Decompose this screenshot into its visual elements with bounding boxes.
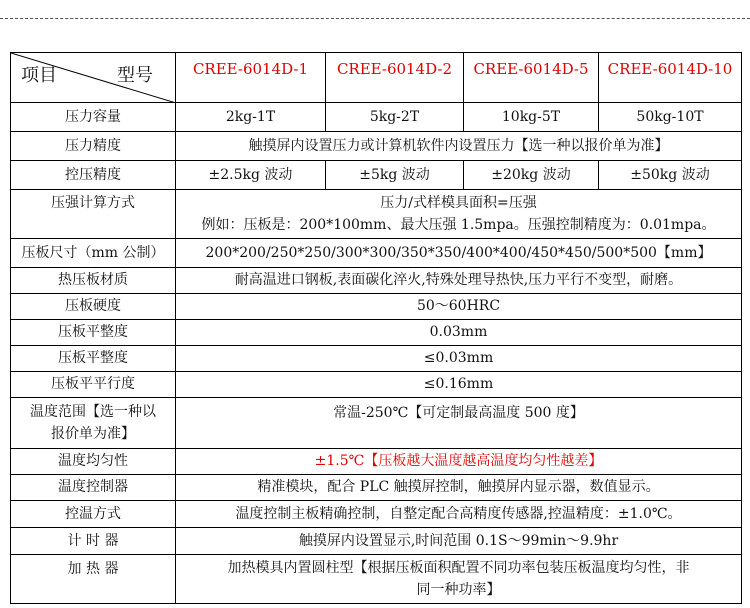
label-heater: 加 热 器 [11, 555, 176, 604]
row-temp-control-mode [11, 501, 742, 528]
pressure-calc-formula: 压力/式样模具面积=压强 [380, 194, 537, 211]
precision-value: 触摸屏内设置压力或计算机软件内设置压力【选一种以报价单为准】 [176, 132, 742, 161]
row-plate-size [11, 239, 742, 268]
top-dashed-divider [0, 18, 750, 19]
row-timer [11, 528, 742, 555]
row-temp-range [11, 398, 742, 449]
temp-uniformity-value: ±1.5℃【压板越大温度越高温度均匀性越差】 [176, 449, 742, 475]
header-row [11, 53, 742, 103]
corner-model-label: 型号 [117, 65, 153, 86]
temp-range-value: 常温-250℃【可定制最高温度 500 度】 [176, 398, 742, 449]
label-capacity: 压力容量 [11, 103, 176, 132]
row-temp-uniformity [11, 449, 742, 475]
label-precision: 压力精度 [11, 132, 176, 161]
capacity-value-2: 5kg-2T [326, 103, 464, 132]
row-heater [11, 555, 742, 604]
label-temp-range [11, 398, 176, 449]
row-hardness [11, 294, 742, 320]
capacity-value-3: 10kg-5T [464, 103, 599, 132]
label-flatness-1: 压板平整度 [11, 320, 176, 346]
control-precision-value-3: ±20kg 波动 [464, 161, 599, 190]
label-plate-size: 压板尺寸（mm 公制） [11, 239, 176, 268]
label-temp-uniformity: 温度均匀性 [11, 449, 176, 475]
capacity-value-1: 2kg-1T [176, 103, 326, 132]
label-pressure-calc: 压强计算方式 [11, 190, 176, 239]
label-control-precision: 控压精度 [11, 161, 176, 190]
control-precision-value-4: ±50kg 波动 [599, 161, 742, 190]
plate-size-value: 200*200/250*250/300*300/350*350/400*400/450*450/500*500【mm】 [176, 239, 742, 268]
row-control-precision [11, 161, 742, 190]
label-temp-range-line1: 温度范围【选一种以 [30, 403, 156, 420]
model-header-3: CREE-6014D-5 [464, 53, 599, 103]
row-parallelism [11, 372, 742, 398]
row-temp-controller [11, 475, 742, 501]
label-temp-control-mode: 控温方式 [11, 501, 176, 528]
temp-controller-value: 精准模块，配合 PLC 触摸屏控制，触摸屏内显示器，数值显示。 [176, 475, 742, 501]
heater-value [176, 555, 742, 604]
label-flatness-2: 压板平整度 [11, 346, 176, 372]
pressure-calc-value [176, 190, 742, 239]
pressure-calc-example: 例如：压板是：200*100mm、最大压强 1.5mpa。压强控制精度为：0.01mpa。 [201, 216, 716, 233]
corner-header-cell [11, 53, 176, 103]
timer-value: 触摸屏内设置显示,时间范围 0.1S～99min～9.9hr [176, 528, 742, 555]
row-plate-material [11, 268, 742, 294]
model-header-4: CREE-6014D-10 [599, 53, 742, 103]
row-flatness-2 [11, 346, 742, 372]
control-precision-value-1: ±2.5kg 波动 [176, 161, 326, 190]
model-header-2: CREE-6014D-2 [326, 53, 464, 103]
flatness-1-value: 0.03mm [176, 320, 742, 346]
label-temp-controller: 温度控制器 [11, 475, 176, 501]
label-temp-range-line2: 报价单为准】 [51, 425, 135, 442]
spec-table [10, 52, 742, 604]
heater-value-line1: 加热模具内置圆柱型【根据压板面积配置不同功率包装压板温度均匀性，非 [227, 559, 690, 576]
label-hardness: 压板硬度 [11, 294, 176, 320]
plate-material-value: 耐高温进口钢板,表面碳化淬火,特殊处理导热快,压力平行不变型，耐磨。 [176, 268, 742, 294]
hardness-value: 50～60HRC [176, 294, 742, 320]
temp-control-mode-value: 温度控制主板精确控制，自整定配合高精度传感器,控温精度：±1.0℃。 [176, 501, 742, 528]
flatness-2-value: ≤0.03mm [176, 346, 742, 372]
capacity-value-4: 50kg-10T [599, 103, 742, 132]
row-flatness-1 [11, 320, 742, 346]
parallelism-value: ≤0.16mm [176, 372, 742, 398]
control-precision-value-2: ±5kg 波动 [326, 161, 464, 190]
row-precision [11, 132, 742, 161]
row-pressure-calc [11, 190, 742, 239]
corner-item-label: 项目 [21, 65, 57, 86]
heater-value-line2: 同一种功率】 [416, 581, 501, 598]
row-capacity [11, 103, 742, 132]
label-plate-material: 热压板材质 [11, 268, 176, 294]
model-header-1: CREE-6014D-1 [176, 53, 326, 103]
label-timer: 计 时 器 [11, 528, 176, 555]
label-parallelism: 压板平平行度 [11, 372, 176, 398]
